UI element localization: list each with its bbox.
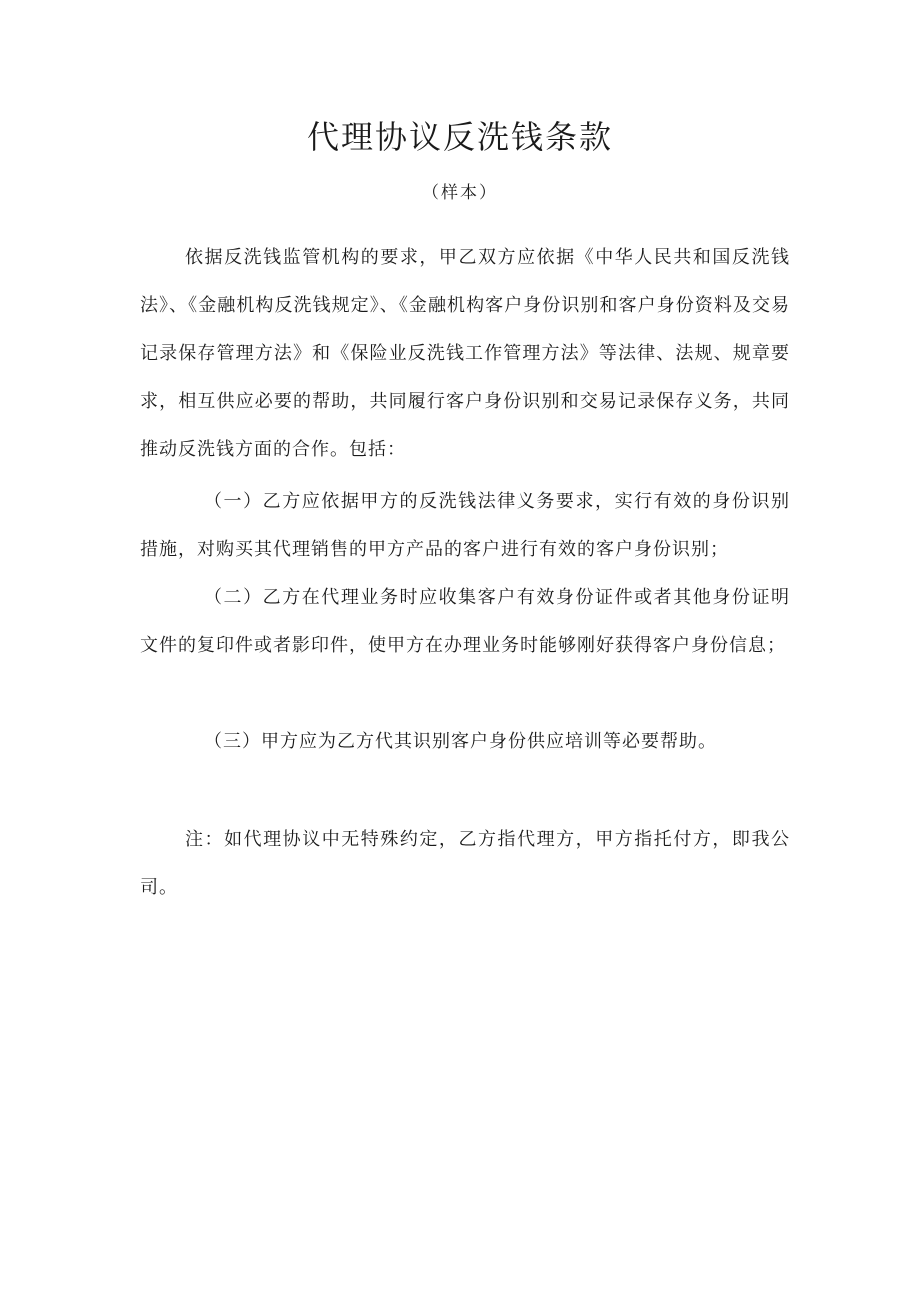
clause-1-paragraph: （一）乙方应依据甲方的反洗钱法律义务要求，实行有效的身份识别措施，对购买其代理销售的甲方产品的客户进行有效的客户身份识别； xyxy=(140,491,790,560)
clause-2-paragraph: （二）乙方在代理业务时应收集客户有效身份证件或者其他身份证明文件的复印件或者影印件，使甲方在办理业务时能够刚好获得客户身份信息； xyxy=(140,587,790,656)
document-subtitle: （样本） xyxy=(422,183,498,203)
note-paragraph: 注：如代理协议中无特殊约定，乙方指代理方，甲方指托付方，即我公司。 xyxy=(140,829,790,898)
intro-paragraph: 依据反洗钱监管机构的要求，甲乙双方应依据《中华人民共和国反洗钱法》、《金融机构反洗钱规定》、《金融机构客户身份识别和客户身份资料及交易记录保存管理方法》和《保险业反洗钱工作管理方法》等法律、法规、规章要求，相互供应必要的帮助，共同履行客户身份识别和交易记录保存义务，共同推动反洗钱方面的合作。包括： xyxy=(140,247,790,460)
document-title: 代理协议反洗钱条款 xyxy=(306,118,613,156)
clause-3-paragraph: （三）甲方应为乙方代其识别客户身份供应培训等必要帮助。 xyxy=(204,731,717,752)
